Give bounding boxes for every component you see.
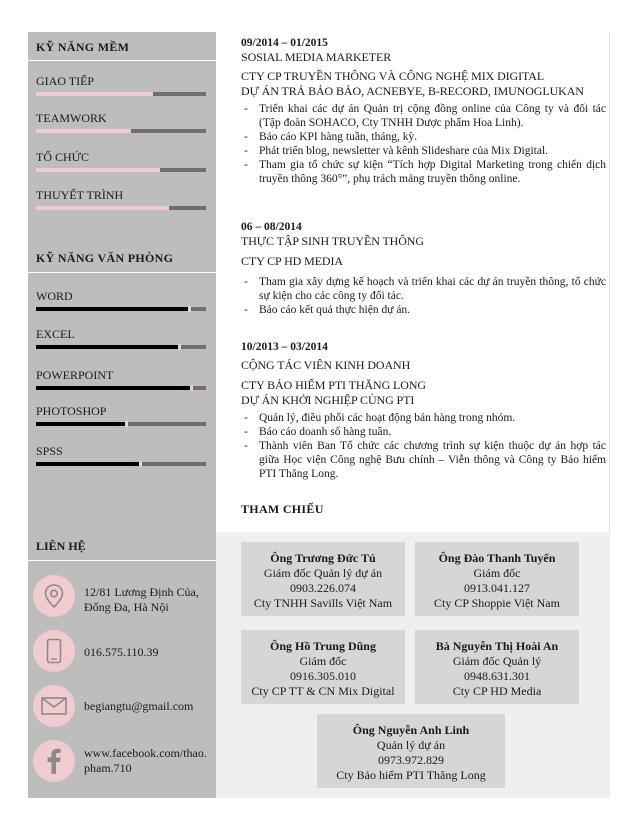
reference-company: Cty Bảo hiểm PTI Thăng Long <box>336 768 486 782</box>
reference-phone: 0948.631.301 <box>464 669 530 683</box>
skill-photoshop <box>36 404 208 426</box>
reference-card <box>415 542 579 616</box>
experience-company: CTY BẢO HIỂM PTI THĂNG LONG <box>241 378 426 392</box>
experience-bullets <box>241 275 606 317</box>
reference-name: Ông Trương Đức Tú <box>270 551 376 565</box>
reference-card <box>415 630 579 704</box>
skill-bar-fill <box>36 386 191 390</box>
experience-company: CTY CP TRUYỀN THÔNG VÀ CÔNG NGHỆ MIX DIGITAL <box>241 69 545 83</box>
reference-card <box>241 630 405 704</box>
skill-bar-fill <box>36 129 131 133</box>
bullet-item: - Tham gia xây dựng kế hoạch và triển khai các dự án truyền thông, tổ chức sự kiện cho các công ty đối tác. <box>241 275 606 303</box>
experience-project: DỰ ÁN KHỞI NGHIỆP CÙNG PTI <box>241 393 415 407</box>
skill-label: TỔ CHỨC <box>36 150 89 164</box>
bullet-item: - Tham gia tổ chức sự kiện “Tích hợp Digital Marketing trong chiến dịch truyền thông 360°”, phụ trách mảng truyền thông online. <box>241 158 606 186</box>
experience-period: 10/2013 – 03/2014 <box>241 341 328 353</box>
skill-communication <box>36 74 208 96</box>
skill-spss <box>36 444 208 466</box>
skill-bar <box>36 345 206 349</box>
skill-word <box>36 289 208 311</box>
address-line: 12/81 Lương Định Của, <box>84 585 199 599</box>
reference-name: Ông Nguyễn Anh Linh <box>352 723 470 737</box>
skill-label: THUYẾT TRÌNH <box>36 188 124 202</box>
experience-position: CỘNG TÁC VIÊN KINH DOANH <box>241 358 411 372</box>
bullet-item: - Triển khai các dự án Quản trị cộng đồng online của Công ty và đối tác (Tập đoàn SOHACO, Cty TNHH Dược phẩm Hoa Linh). <box>241 102 606 130</box>
experience-position: SOSIAL MEDIA MARKETER <box>241 50 392 64</box>
reference-phone: 0913.041.127 <box>464 581 530 595</box>
skill-label: WORD <box>36 289 73 303</box>
reference-phone: 0916.305.010 <box>290 669 356 683</box>
envelope-icon <box>33 685 75 727</box>
reference-company: Cty CP TT & CN Mix Digital <box>251 684 395 698</box>
skill-bar <box>36 462 206 466</box>
experience-period: 09/2014 – 01/2015 <box>241 37 328 49</box>
bullet-item: - Báo cáo KPI hàng tuần, tháng, kỳ. <box>241 130 606 144</box>
bullet-item: - Báo cáo kết quả thực hiện dự án. <box>241 303 606 317</box>
phone-icon <box>33 630 75 672</box>
skill-bar-marker <box>188 306 191 312</box>
divider <box>28 272 216 273</box>
facebook-link-line[interactable]: www.facebook.com/thao. <box>84 746 207 760</box>
skill-label: SPSS <box>36 444 63 458</box>
address-line: Đống Đa, Hà Nội <box>84 600 169 614</box>
skill-bar-fill <box>36 206 169 210</box>
experience-position: THỰC TẬP SINH TRUYỀN THÔNG <box>241 234 424 248</box>
location-pin-icon <box>33 575 75 617</box>
sidebar <box>28 32 216 798</box>
skill-label: GIAO TIẾP <box>36 74 95 88</box>
soft-skills-title: KỸ NĂNG MỀM <box>36 40 130 54</box>
reference-company: Cty TNHH Savills Việt Nam <box>253 596 393 610</box>
skill-bar-marker <box>139 461 142 467</box>
skill-bar <box>36 206 206 210</box>
reference-title: Giám đốc <box>473 566 521 580</box>
bullet-item: - Báo cáo doanh số hàng tuần. <box>241 425 606 439</box>
skill-bar-marker <box>190 385 193 391</box>
reference-name: Bà Nguyễn Thị Hoài An <box>435 639 559 653</box>
reference-phone: 0973.972.829 <box>378 753 444 767</box>
divider <box>28 60 216 61</box>
reference-title: Giám đốc Quản lý <box>452 654 542 668</box>
experience-entry-1 <box>241 36 606 186</box>
skill-bar-fill <box>36 307 189 311</box>
contact-title: LIÊN HỆ <box>36 539 86 553</box>
skill-label: TEAMWORK <box>36 111 107 125</box>
facebook-icon <box>33 740 75 782</box>
skill-bar-fill <box>36 168 160 172</box>
skill-bar-fill <box>36 422 126 426</box>
reference-card <box>241 542 405 616</box>
skill-bar <box>36 307 206 311</box>
skill-bar <box>36 422 206 426</box>
skill-bar-fill <box>36 92 153 96</box>
skill-bar-fill <box>36 345 179 349</box>
reference-title: Quản lý dự án <box>376 738 446 752</box>
reference-name: Ông Đào Thanh Tuyển <box>438 551 556 565</box>
skill-bar-marker <box>125 421 128 427</box>
skill-bar-fill <box>36 462 140 466</box>
reference-company: Cty CP HD Media <box>452 684 542 698</box>
reference-phone: 0903.226.074 <box>290 581 356 595</box>
reference-title: Giám đốc Quản lý dự án <box>263 566 383 580</box>
skill-presentation <box>36 188 208 210</box>
skill-organizing <box>36 150 208 172</box>
references-title: THAM CHIẾU <box>241 502 324 516</box>
skill-bar-marker <box>178 344 181 350</box>
bullet-item: - Thành viên Ban Tổ chức các chương trình sự kiện thuộc dự án hợp tác giữa Học viện Công nghệ Bưu chính – Viễn thông và Công ty Bảo hiểm PTI Thăng Long. <box>241 439 606 481</box>
bullet-item: - Quản lý, điều phối các hoạt động bán hàng trong nhóm. <box>241 411 606 425</box>
references-section <box>216 532 610 798</box>
reference-name: Ông Hồ Trung Dũng <box>270 639 376 653</box>
skill-label: EXCEL <box>36 327 75 341</box>
skill-powerpoint <box>36 368 208 390</box>
experience-period: 06 – 08/2014 <box>241 221 302 233</box>
bullet-item: - Phát triển blog, newsletter và kênh Slideshare của Mix Digital. <box>241 144 606 158</box>
skill-bar <box>36 129 206 133</box>
email-address: begiangtu@gmail.com <box>84 699 194 713</box>
reference-title: Giám đốc <box>299 654 347 668</box>
skill-bar <box>36 92 206 96</box>
skill-bar <box>36 168 206 172</box>
skill-label: PHOTOSHOP <box>36 404 107 418</box>
experience-company: CTY CP HD MEDIA <box>241 254 343 268</box>
reference-company: Cty CP Shoppie Việt Nam <box>434 596 560 610</box>
skill-excel <box>36 327 208 349</box>
experience-bullets <box>241 102 606 186</box>
skill-label: POWERPOINT <box>36 368 114 382</box>
facebook-link-line[interactable]: pham.710 <box>84 761 132 775</box>
reference-card <box>317 714 505 788</box>
experience-entry-2 <box>241 220 606 317</box>
skill-bar <box>36 386 206 390</box>
experience-project: DỰ ÁN TRẢ BẢO BẢO, ACNEBYE, B-RECORD, IMUNOGLUKAN <box>241 84 584 98</box>
skill-teamwork <box>36 111 208 133</box>
divider <box>28 560 216 561</box>
phone-number: 016.575.110.39 <box>84 645 159 659</box>
main-content <box>216 32 610 532</box>
experience-bullets <box>241 411 606 481</box>
office-skills-title: KỸ NĂNG VĂN PHÒNG <box>36 251 174 265</box>
experience-entry-3 <box>241 340 606 481</box>
